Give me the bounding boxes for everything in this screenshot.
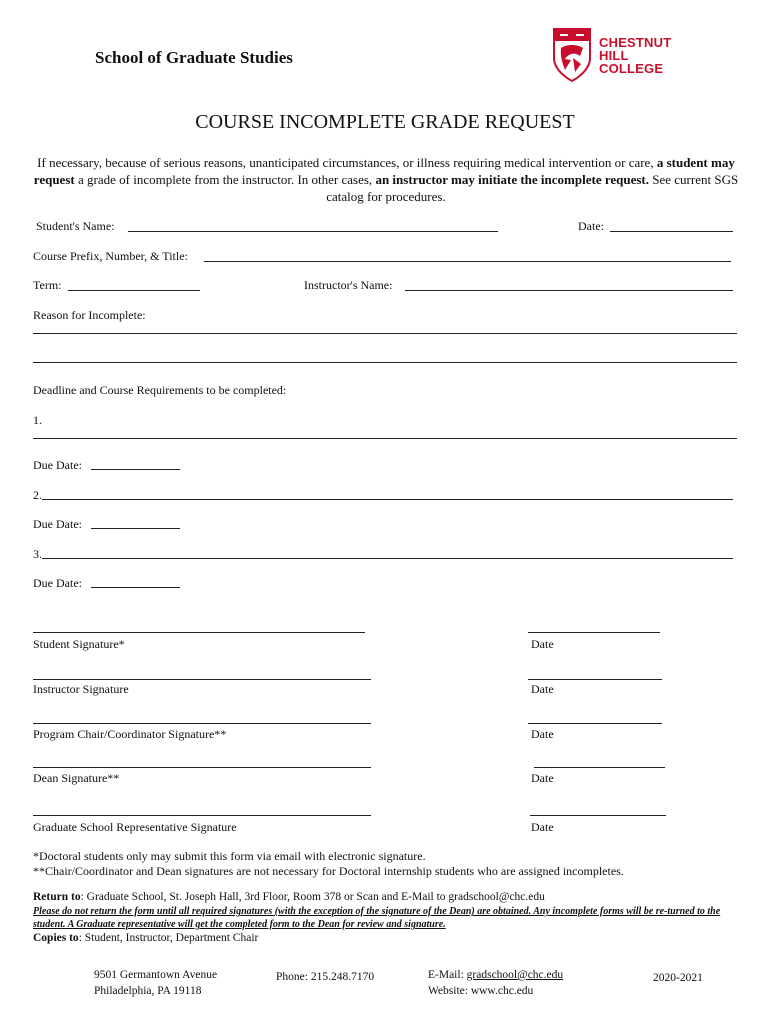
footer-contact <box>428 967 563 999</box>
address-line: 9501 Germantown Avenue <box>94 969 218 981</box>
signature-date-label: Date <box>531 771 554 785</box>
due-date-3-field[interactable] <box>91 587 180 588</box>
return-to-line <box>33 891 545 903</box>
footer-address <box>94 967 217 999</box>
term-label: Term: <box>33 278 62 292</box>
note-chair: **Chair/Coordinator and Dean signatures are not necessary for Doctoral internship students who are assigned incompletes. <box>33 864 624 878</box>
return-label: Return to <box>33 891 81 903</box>
dean-signature-field[interactable] <box>33 767 371 768</box>
student-signature-date-field[interactable] <box>528 632 660 633</box>
requirement-2-field[interactable] <box>42 499 733 500</box>
student-name-field[interactable] <box>128 231 498 232</box>
requirement-1-label: 1. <box>33 413 42 427</box>
signature-label: Program Chair/Coordinator Signature** <box>33 727 227 741</box>
footer-website[interactable]: Website: www.chc.edu <box>428 985 534 997</box>
course-label: Course Prefix, Number, & Title: <box>33 249 188 263</box>
signature-label: Dean Signature** <box>33 771 120 785</box>
instructor-signature-field[interactable] <box>33 679 371 680</box>
course-field[interactable] <box>204 261 731 262</box>
signature-date-label: Date <box>531 637 554 651</box>
deadline-label: Deadline and Course Requirements to be completed: <box>33 383 287 397</box>
reason-field-line-1[interactable] <box>33 333 737 334</box>
student-signature-field[interactable] <box>33 632 365 633</box>
form-title: COURSE INCOMPLETE GRADE REQUEST <box>195 111 575 133</box>
student-name-label: Student's Name: <box>36 219 115 233</box>
signature-label: Student Signature* <box>33 637 125 651</box>
signature-date-label: Date <box>531 820 554 834</box>
footer-email <box>428 967 563 983</box>
copies-to-line <box>33 932 258 944</box>
intro-paragraph <box>30 154 742 205</box>
intro-bold: a student may request <box>33 155 735 187</box>
due-date-3-label: Due Date: <box>33 576 82 590</box>
logo-line: COLLEGE <box>599 61 664 76</box>
signature-label: Instructor Signature <box>33 682 129 696</box>
requirement-1-field[interactable] <box>33 438 737 439</box>
school-name: School of Graduate Studies <box>95 48 293 67</box>
intro-text: a grade of incomplete from the instructor. In other cases, <box>74 172 376 187</box>
due-date-1-label: Due Date: <box>33 458 82 472</box>
intro-text: If necessary, because of serious reasons, unanticipated circumstances, or illness requiring medical intervention or care, <box>37 155 657 170</box>
instructor-name-field[interactable] <box>405 290 733 291</box>
requirement-3-label: 3. <box>33 547 42 561</box>
intro-text: See current SGS catalog for procedures. <box>326 172 739 204</box>
logo-line: HILL <box>599 48 629 63</box>
return-warning: Please do not return the form until all required signatures (with the exception of the signature of the Dean) are obtained. Any incomplete forms will be re-turned to the student. A Graduate representative will get the completed form to the Dean for review and signature. <box>33 906 721 930</box>
chair-signature-date-field[interactable] <box>528 723 662 724</box>
signature-date-label: Date <box>531 727 554 741</box>
footer-year: 2020-2021 <box>653 972 703 984</box>
date-label: Date: <box>578 219 604 233</box>
requirement-3-field[interactable] <box>42 558 733 559</box>
signature-date-label: Date <box>531 682 554 696</box>
due-date-2-label: Due Date: <box>33 517 82 531</box>
date-field[interactable] <box>610 231 733 232</box>
reason-label: Reason for Incomplete: <box>33 308 146 322</box>
representative-signature-date-field[interactable] <box>530 815 666 816</box>
logo-line: CHESTNUT <box>599 35 672 50</box>
representative-signature-field[interactable] <box>33 815 371 816</box>
address-line: Philadelphia, PA 19118 <box>94 985 202 997</box>
signature-label: Graduate School Representative Signature <box>33 820 237 834</box>
footer-phone: Phone: 215.248.7170 <box>276 971 375 983</box>
due-date-2-field[interactable] <box>91 528 180 529</box>
email-link[interactable]: gradschool@chc.edu <box>466 969 564 981</box>
email-label: E-Mail: <box>428 969 467 981</box>
note-doctoral: *Doctoral students only may submit this form via email with electronic signature. <box>33 849 426 863</box>
shield-crest-icon <box>551 26 593 84</box>
due-date-1-field[interactable] <box>91 469 180 470</box>
return-text: : Graduate School, St. Joseph Hall, 3rd Floor, Room 378 or Scan and E-Mail to gradschool@chc.edu <box>80 891 545 903</box>
term-field[interactable] <box>68 290 200 291</box>
college-logo <box>551 26 681 84</box>
reason-field-line-2[interactable] <box>33 362 737 363</box>
instructor-name-label: Instructor's Name: <box>304 278 393 292</box>
intro-bold: an instructor may initiate the incomplete request. <box>375 172 650 187</box>
copies-label: Copies to <box>33 932 79 944</box>
dean-signature-date-field[interactable] <box>534 767 665 768</box>
requirement-2-label: 2. <box>33 488 42 502</box>
chair-signature-field[interactable] <box>33 723 371 724</box>
copies-text: : Student, Instructor, Department Chair <box>78 932 259 944</box>
instructor-signature-date-field[interactable] <box>528 679 662 680</box>
